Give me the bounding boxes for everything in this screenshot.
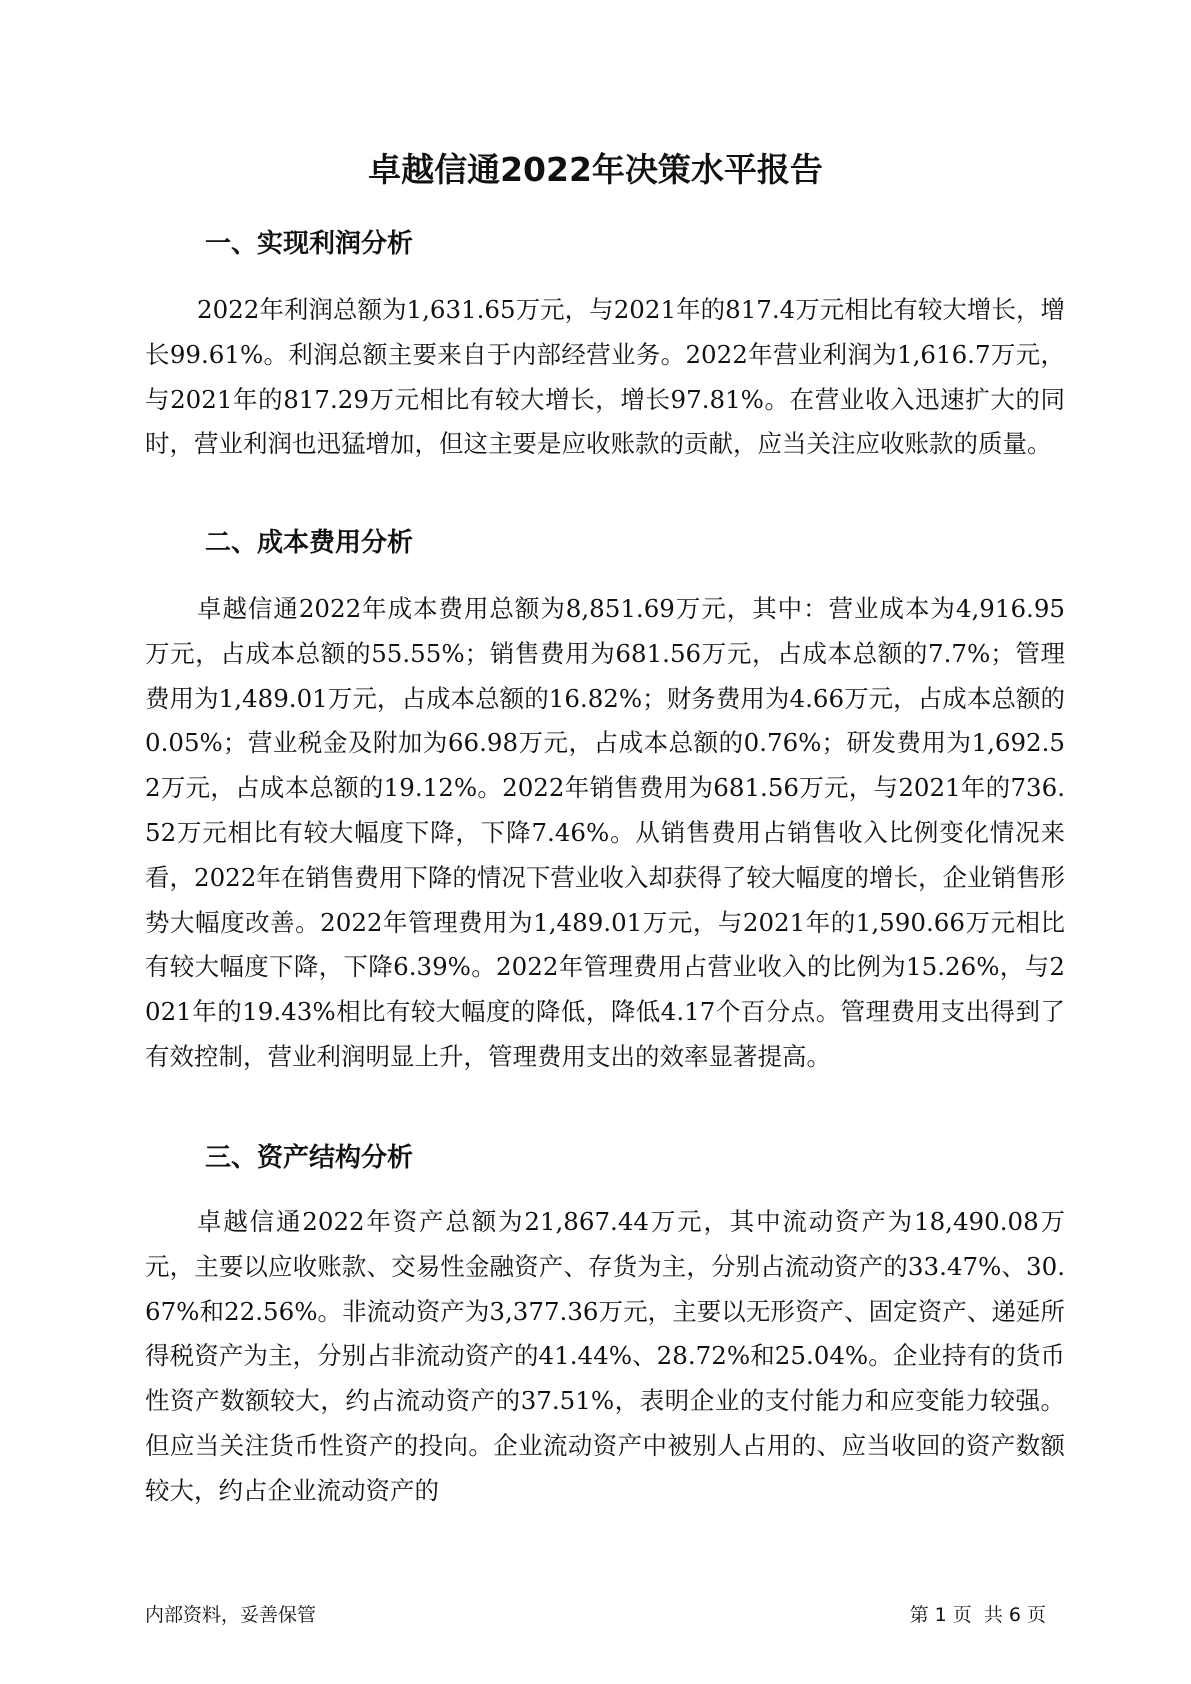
section-body-profit: 2022年利润总额为1,631.65万元，与2021年的817.4万元相比有较大增长，增长99.61%。利润总额主要来自于内部经营业务。2022年营业利润为1,616.7万元，与2021年的817.29万元相比有较大增长，增长97.81%。在营业收入迅速扩大的同时，营业利润也迅猛增加，但这主要是应收账款的贡献，应当关注应收账款的质量。 xyxy=(145,295,1065,459)
section-heading-cost: 二、成本费用分析 xyxy=(205,528,414,558)
section-body-assets: 卓越信通2022年资产总额为21,867.44万元，其中流动资产为18,490.08万元，主要以应收账款、交易性金融资产、存货为主，分别占流动资产的33.47%、30.67%和22.56%。非流动资产为3,377.36万元，主要以无形资产、固定资产、递延所得税资产为主，分别占非流动资产的41.44%、28.72%和25.04%。企业持有的货币性资产数额较大，约占流动资产的37.51%，表明企业的支付能力和应变能力较强。但应当关注货币性资产的投向。企业流动资产中被别人占用的、应当收回的资产数额较大，约占企业流动资产的 xyxy=(145,1207,1065,1505)
section-heading-profit: 一、实现利润分析 xyxy=(205,229,414,259)
document-title: 卓越信通2022年决策水平报告 xyxy=(368,150,823,189)
section-body-cost: 卓越信通2022年成本费用总额为8,851.69万元，其中：营业成本为4,916.95万元，占成本总额的55.55%；销售费用为681.56万元，占成本总额的7.7%；管理费用为1,489.01万元，占成本总额的16.82%；财务费用为4.66万元，占成本总额的0.05%；营业税金及附加为66.98万元，占成本总额的0.76%；研发费用为1,692.52万元，占成本总额的19.12%。2022年销售费用为681.56万元，与2021年的736.52万元相比有较大幅度下降，下降7.46%。从销售费用占销售收入比例变化情况来看，2022年在销售费用下降的情况下营业收入却获得了较大幅度的增长，企业销售形势大幅度改善。2022年管理费用为1,489.01万元，与2021年的1,590.66万元相比有较大幅度下降，下降6.39%。2022年管理费用占营业收入的比例为15.26%，与2021年的19.43%相比有较大幅度的降低，降低4.17个百分点。管理费用支出得到了有效控制，营业利润明显上升，管理费用支出的效率显著提高。 xyxy=(145,594,1065,1071)
footer-page-indicator: 第 1 页 共 6 页 xyxy=(909,1604,1046,1626)
section-heading-assets: 三、资产结构分析 xyxy=(205,1143,414,1173)
footer-confidential-note: 内部资料，妥善保管 xyxy=(145,1604,317,1626)
